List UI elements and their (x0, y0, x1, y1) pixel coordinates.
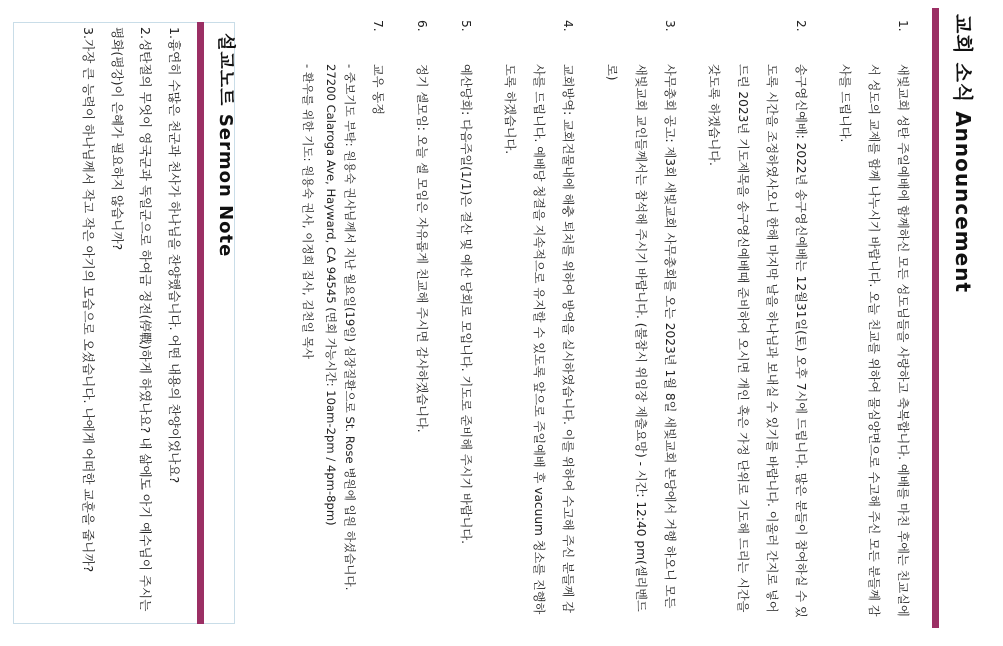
item-text: 교회방역: 교회건물내에 해충 퇴치를 위하여 방역을 실시하였습니다. 이를 위하여 수고해 주신 분들께 감사를 드립니다. 예배당 청결을 지속적으로 유지할 수 있도록 앞으로 주일예배 후 vacuum 청소를 진행하도록 하겠습니다. (503, 64, 575, 615)
item-text: 예산당회: 다음주일(1/1)은 결산 및 예산 당회로 모입니다. 기도로 준비해 주시기 바랍니다. (459, 64, 473, 545)
prayer-for-sick-line: - 환우를 위한 기도: 원용숙 권사, 이정희 집사, 김천일 목사 (301, 64, 315, 360)
announcement-item-3 (597, 20, 684, 620)
announcement-item-4 (495, 20, 582, 620)
item-text: 새빛교회 성탄 주일예배에 함께하신 모든 성도님들을 사랑하고 축복합니다. 예배를 마친 후에는 친교실에서 성도의 교제를 함께 나누시기 바랍니다. 오늘 친교를 위하여 물심양면으로 수고해 주신 모든 분들께 감사를 드립니다. (838, 64, 910, 617)
announcement-item-5 (451, 20, 480, 620)
item-text: 정기 셀모임: 오늘 셀 모임은 자유롭게 친교해 주시면 감사하겠습니다. (415, 64, 429, 433)
announcement-item-7 (298, 20, 392, 620)
item-text: 교우 동정 (371, 64, 385, 115)
sermon-question-list (73, 23, 188, 623)
sermon-title: 설교노트 Sermon Note (215, 33, 236, 258)
item-number: 1. (896, 20, 910, 32)
item-number: 6. (415, 20, 429, 32)
announcement-title: 교회 소식 Announcement (951, 14, 975, 294)
item-number: 7. (371, 20, 385, 32)
item-text: 사무총회 공고: 제3회 새빛교회 사무총회를 오는 2023년 1월 8일 새빛교회 본당에서 거행 하오니 모든 새빛교회 교인들께서는 참석해 주시기 바랍니다. (불참시 위임장 제출요망) - 시간: 12:40 pm(셀리벤드로) (605, 64, 677, 612)
announcement-divider (932, 8, 939, 628)
prayer-request-line: - 중보기도 부탁: 원용숙 권사님께서 지난 월요일(19일) 심장질환으로 St. Rose 병원에 입원 하셨습니다. 27200 Calaroga Ave, Hayward, CA 94545 (면회 가능시간: 10am-2pm / 4pm-8pm) (324, 64, 357, 591)
item-number: 3. (663, 20, 677, 32)
announcement-item-1 (830, 20, 917, 620)
announcement-item-6 (407, 20, 436, 620)
sermon-question-1: 1.흉연히 수많은 천군과 천사가 하나님을 찬양했습니다. 어떤 내용의 찬양이었나요? (167, 27, 182, 484)
item-number: 5. (459, 20, 473, 32)
item-number: 2. (794, 20, 808, 32)
sermon-note-box (13, 22, 235, 624)
sermon-question-2: 2.성탄절의 무엇이 영국군과 독일군으로 하여금 정전(停戰)하게 하였나요? 내 삶에도 아기 예수님이 주시는 평화(평강)이 은혜가 필요하지 않습니까? (110, 27, 153, 612)
announcement-item-2 (699, 20, 815, 620)
item-text: 송구영신예배: 2022년 송구영신예배는 12월31일(토) 오후 7시에 드립니다. 많은 분들이 참여하실 수 있도록 시간을 조정하였사오니 한해 마지막 날을 하나님과 보내실 수 있기를 바랍니다. 이울러 간지로 넣어드린 2023년 기도제목을 송구영신예배때 준비하여 오시면 개인 혹은 가정 단위로 기도해 드리는 시간을 갖도록 하겠습니다. (707, 64, 808, 618)
announcement-list (283, 20, 917, 620)
sermon-question-3: 3.가장 큰 능력이 하나님께서 작고 작은 아기의 모습으로 오셨습니다. 나에게 어떠한 교훈을 줍니까? (81, 27, 96, 573)
sermon-divider (197, 22, 204, 624)
item-number: 4. (561, 20, 575, 32)
